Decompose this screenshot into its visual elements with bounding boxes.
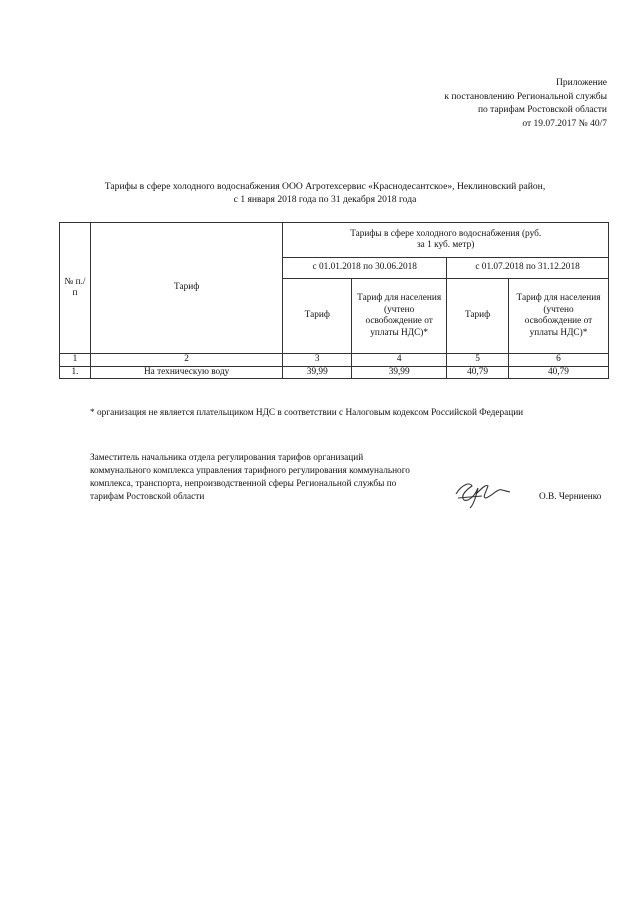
title-line: с 1 января 2018 года по 31 декабря 2018 года bbox=[233, 194, 417, 205]
document-title bbox=[60, 180, 590, 206]
index-cell: 5 bbox=[447, 354, 509, 367]
index-cell: 3 bbox=[283, 354, 352, 367]
header-group: Тарифы в сфере холодного водоснабжения (руб. за 1 куб. метр) bbox=[283, 223, 609, 258]
index-cell: 6 bbox=[509, 354, 609, 367]
handwritten-signature bbox=[452, 474, 512, 512]
header-col-population: Тариф для населения (учтено освобождение от уплаты НДС)* bbox=[509, 279, 609, 354]
header-tariff: Тариф bbox=[90, 223, 282, 354]
row-value: 40,79 bbox=[447, 366, 509, 379]
position-line: комплекса, транспорта, непроизводственной сферы Региональной службы по bbox=[90, 479, 397, 489]
tariff-table bbox=[59, 222, 609, 379]
row-name: На техническую воду bbox=[90, 366, 282, 379]
header-col-population: Тариф для населения (учтено освобождение от уплаты НДС)* bbox=[352, 279, 447, 354]
row-num: 1. bbox=[60, 366, 91, 379]
index-cell: 2 bbox=[90, 354, 282, 367]
row-value: 39,99 bbox=[352, 366, 447, 379]
header-col-tariff: Тариф bbox=[283, 279, 352, 354]
appendix-line: по тарифам Ростовской области bbox=[477, 105, 607, 115]
appendix-line: к постановлению Региональной службы bbox=[444, 91, 607, 102]
position-line: коммунального комплекса управления тарифного регулирования коммунального bbox=[90, 466, 410, 476]
title-line: Тарифы в сфере холодного водоснабжения ООО Агротехсервис «Краснодесантское», Неклиновский район, bbox=[104, 181, 546, 192]
header-col-tariff: Тариф bbox=[447, 279, 509, 354]
row-value: 40,79 bbox=[509, 366, 609, 379]
row-value: 39,99 bbox=[283, 366, 352, 379]
index-row bbox=[60, 354, 609, 367]
signer-name: О.В. Черниенко bbox=[539, 492, 602, 502]
index-cell: 4 bbox=[352, 354, 447, 367]
footnote: * организация не является плательщиком НДС в соответствии с Налоговым кодексом Российской Федерации bbox=[90, 408, 524, 418]
appendix-block bbox=[444, 77, 607, 131]
header-num: № п./п bbox=[60, 223, 91, 354]
signer-position bbox=[90, 452, 450, 504]
table-row bbox=[60, 366, 609, 379]
position-line: тарифам Ростовской области bbox=[90, 492, 205, 502]
position-line: Заместитель начальника отдела регулирования тарифов организаций bbox=[90, 453, 364, 463]
header-period-2: с 01.07.2018 по 31.12.2018 bbox=[447, 258, 609, 279]
index-cell: 1 bbox=[60, 354, 91, 367]
appendix-line: от 19.07.2017 № 40/7 bbox=[522, 118, 607, 129]
appendix-line: Приложение bbox=[556, 78, 607, 88]
header-period-1: с 01.01.2018 по 30.06.2018 bbox=[283, 258, 447, 279]
